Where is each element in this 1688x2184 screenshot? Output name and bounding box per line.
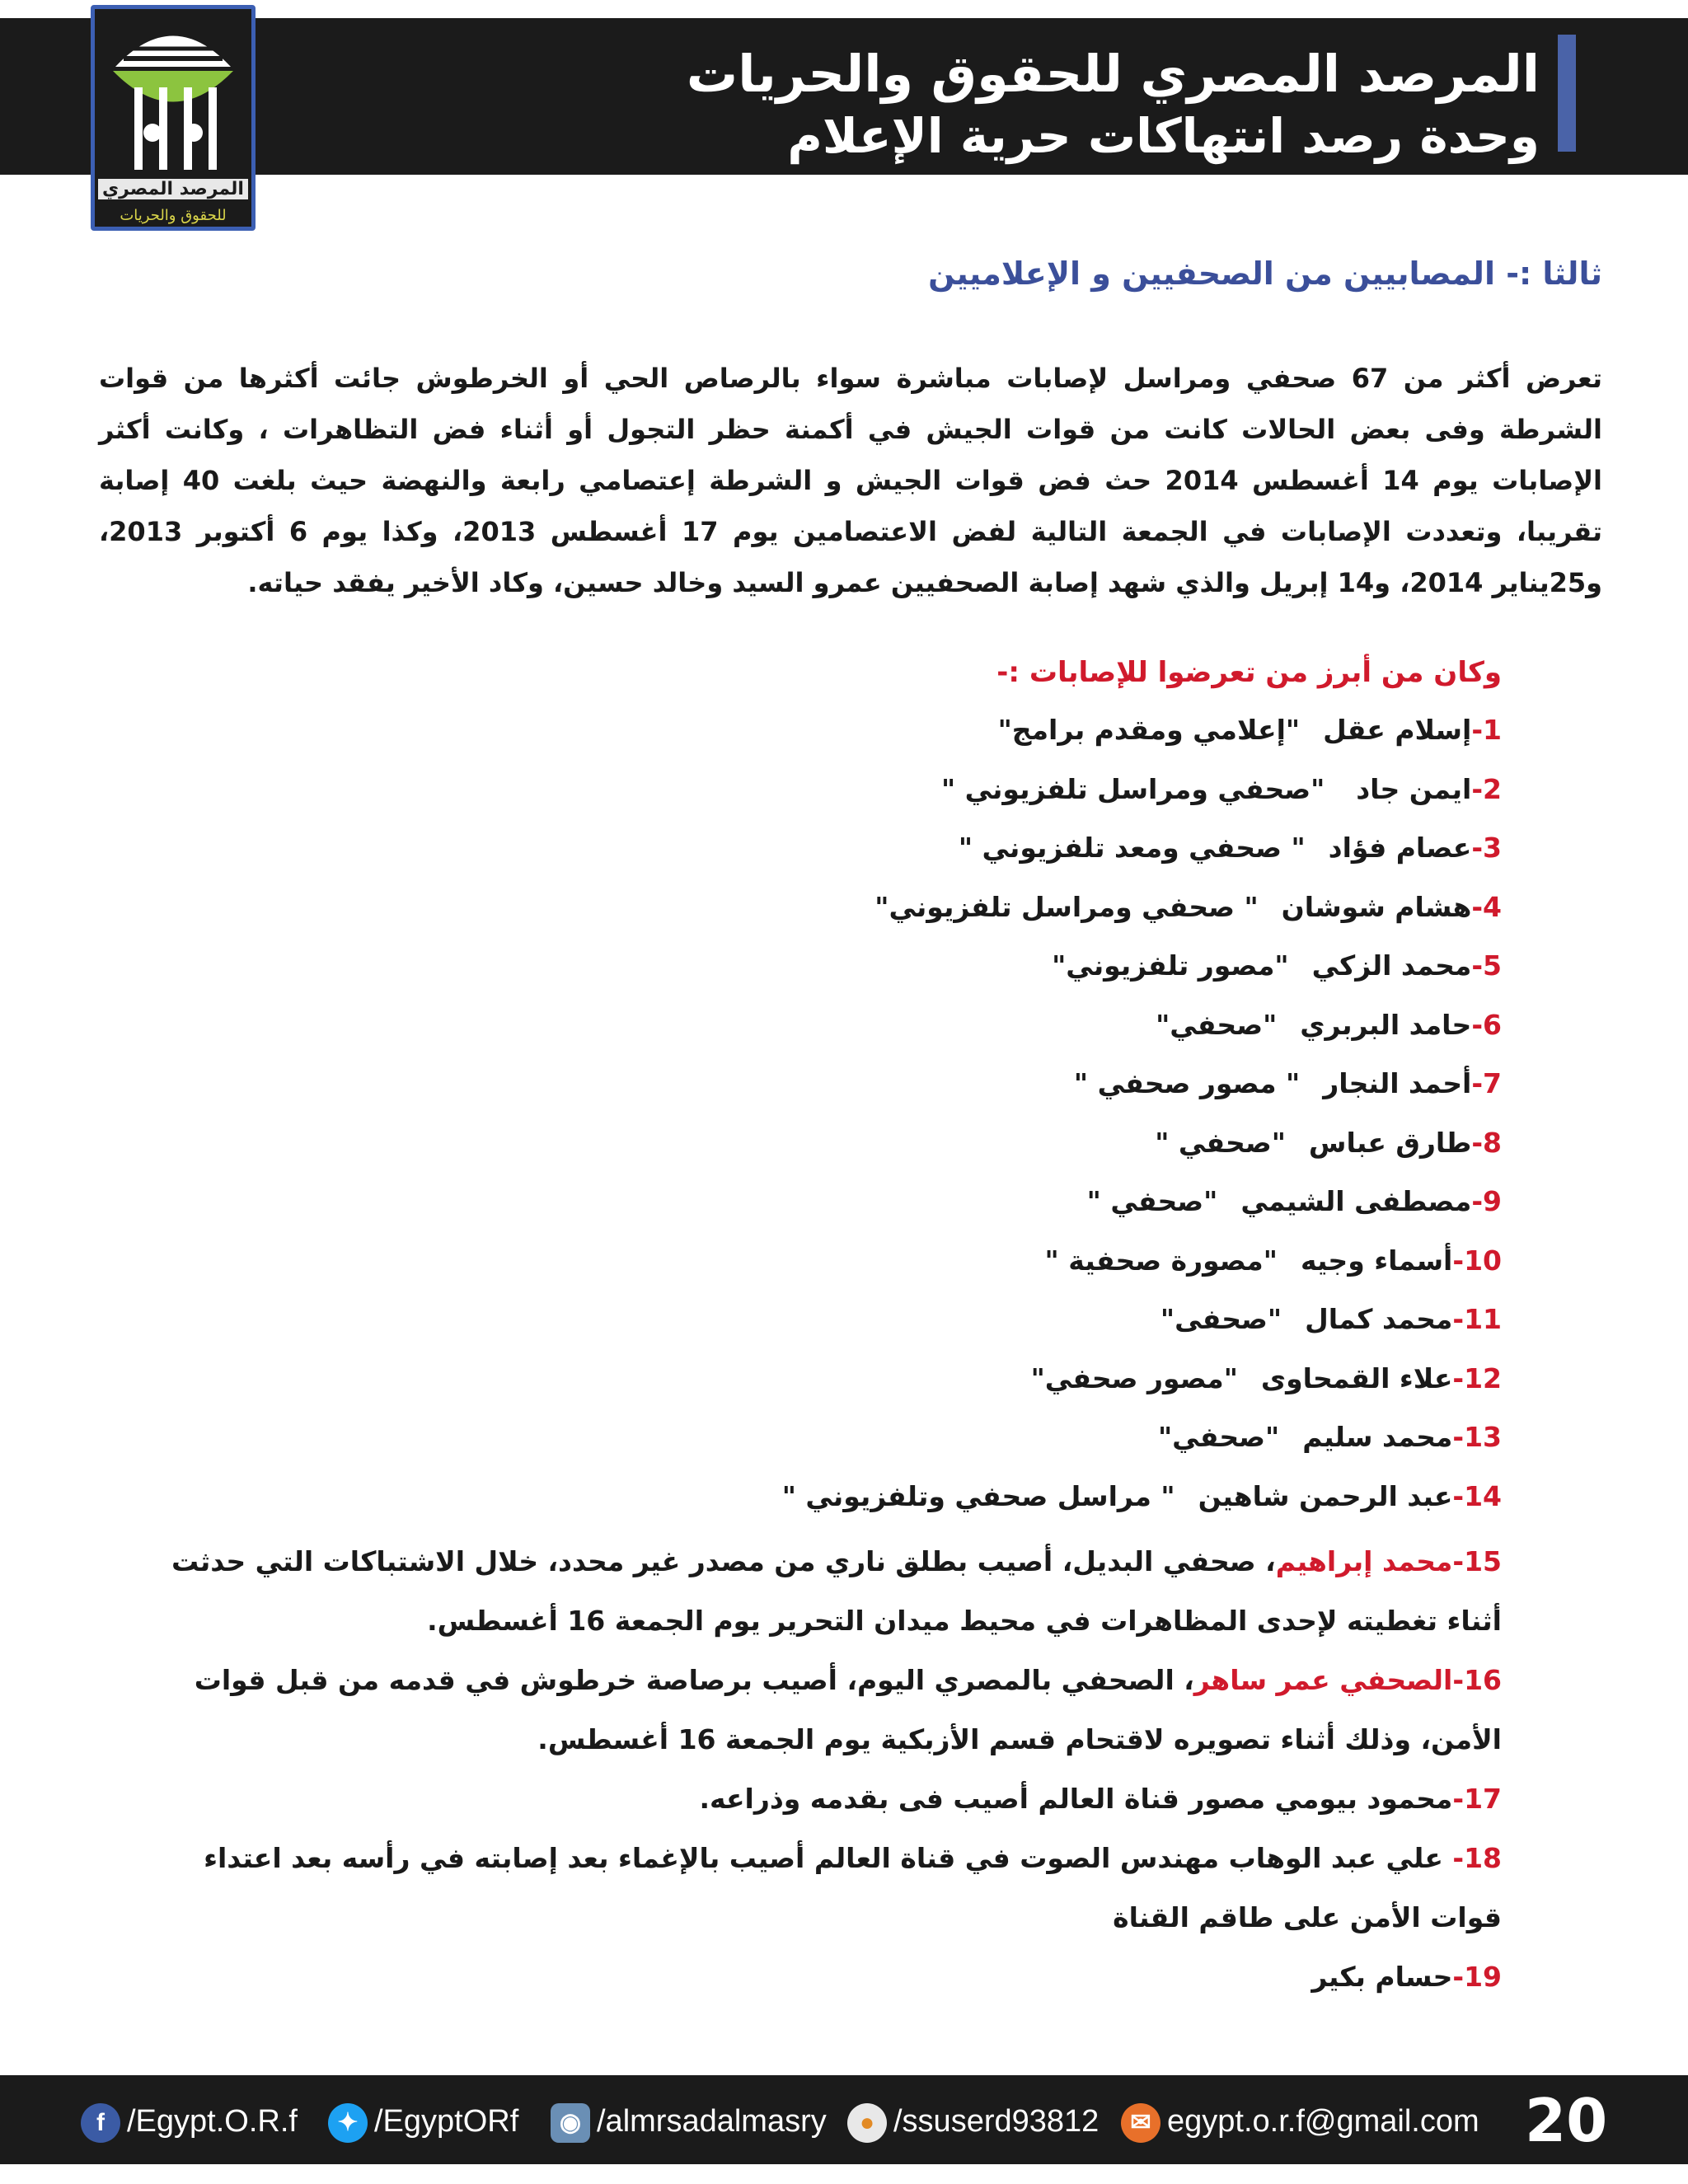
list-item: 3-عصام فؤاد" صحفي ومعد تلفزيوني " bbox=[958, 832, 1502, 864]
slideshare-icon: ● bbox=[847, 2103, 887, 2143]
organization-logo bbox=[91, 5, 256, 231]
footer-bar bbox=[0, 2075, 1688, 2164]
email-icon: ✉ bbox=[1121, 2103, 1160, 2143]
facebook-icon: f bbox=[81, 2103, 120, 2143]
list-item: 9-مصطفى الشيمي"صحفي " bbox=[1086, 1185, 1502, 1217]
header-subtitle: وحدة رصد انتهاكات حرية الإعلام bbox=[787, 108, 1540, 164]
logo-graphic bbox=[95, 9, 251, 178]
list-item: 11-محمد كمال"صحفى" bbox=[1160, 1303, 1502, 1335]
email-link[interactable]: ✉ egypt.o.r.f@gmail.com bbox=[1121, 2100, 1479, 2143]
list-item: 1-إسلام عقل"إعلامي ومقدم برامج" bbox=[997, 714, 1502, 746]
header-accent-bar bbox=[1558, 35, 1576, 152]
slideshare-link[interactable]: ● /ssuserd93812 bbox=[847, 2100, 1099, 2143]
list-item: 8-طارق عباس"صحفي " bbox=[1155, 1126, 1502, 1159]
list-item: 15-محمد إبراهيم، صحفي البديل، أصيب بطلق ناري من مصدر غير محدد، خلال الاشتباكات التي حدثت أثناء تغطيته لإحدى المظاهرات في محيط ميدان التحرير يوم الجمعة 16 أغسطس. bbox=[171, 1545, 1502, 1637]
logo-name: المرصد المصري bbox=[98, 179, 248, 199]
list-item: 6-حامد البربري"صحفي" bbox=[1156, 1008, 1502, 1041]
list-item: 17-محمود بيومي مصور قناة العالم أصيب فى بقدمه وذراعه. bbox=[699, 1783, 1502, 1815]
facebook-link[interactable]: f /Egypt.O.R.f bbox=[81, 2100, 298, 2143]
list-item: 14-عبد الرحمن شاهين" مراسل صحفي وتلفزيوني " bbox=[781, 1479, 1502, 1512]
list-item: 10-أسماء وجيه"مصورة صحفية " bbox=[1044, 1244, 1502, 1277]
list-item: 4-هشام شوشان" صحفي ومراسل تلفزيوني" bbox=[874, 890, 1502, 923]
list-item: 5-محمد الزكي"مصور تلفزيوني" bbox=[1052, 949, 1502, 982]
instagram-icon: ◉ bbox=[551, 2103, 590, 2143]
list-item: 16-الصحفي عمر ساهر، الصحفي بالمصري اليوم، أصيب برصاصة خرطوش في قدمه من قبل قوات الأمن، وذلك أثناء تصويره لاقتحام قسم الأزبكية يوم الجمعة 16 أغسطس. bbox=[194, 1664, 1502, 1755]
injured-list bbox=[132, 707, 1502, 2007]
header-title: المرصد المصري للحقوق والحريات bbox=[686, 44, 1540, 104]
page-number: 20 bbox=[1525, 2086, 1608, 2155]
twitter-icon: ✦ bbox=[328, 2103, 368, 2143]
list-item: 19-حسام بكير bbox=[1311, 1961, 1502, 1993]
twitter-link[interactable]: ✦ /EgyptORf bbox=[328, 2100, 518, 2143]
list-item: 13-محمد سليم"صحفي" bbox=[1157, 1421, 1502, 1453]
list-item: 18- علي عبد الوهاب مهندس الصوت في قناة العالم أصيب بالإغماء بعد إصابته في رأسه بعد اعتداء قوات الأمن على طاقم القناة bbox=[204, 1842, 1502, 1933]
instagram-link[interactable]: ◉ /almrsadalmasry bbox=[551, 2100, 827, 2143]
list-item: 12-علاء القمحاوى"مصور صحفي" bbox=[1030, 1361, 1502, 1394]
intro-paragraph: تعرض أكثر من 67 صحفي ومراسل لإصابات مباشرة سواء بالرصاص الحي أو الخرطوش جائت أكثرها من قوات الشرطة وفى بعض الحالات كانت من قوات الجيش في أكمنة حظر التجول أو أثناء فض التظاهرات ، وكانت أكثر الإصابات يوم 14 أغسطس 2014 حث فض قوات الجيش و الشرطة إعتصامي رابعة والنهضة حيث بلغت 40 إصابة تقريبا، وتعددت الإصابات في الجمعة التالية لفض الاعتصامين يوم 17 أغسطس 2013، وكذا يوم 6 أكتوبر 2013، و25يناير 2014، و14 إبريل والذي شهد إصابة الصحفيين عمرو السيد وخالد حسين، وكاد الأخير يفقد حياته. bbox=[99, 363, 1603, 598]
logo-subtitle: للحقوق والحريات bbox=[120, 207, 227, 224]
list-title: وكان من أبرز من تعرضوا للإصابات :- bbox=[996, 656, 1502, 689]
list-item: 2-ايمن جاد"صحفي ومراسل تلفزيوني " bbox=[940, 772, 1502, 805]
section-title: ثالثا :- المصابيين من الصحفيين و الإعلاميين bbox=[928, 255, 1602, 292]
list-item: 7-أحمد النجار" مصور صحفي " bbox=[1073, 1067, 1502, 1099]
